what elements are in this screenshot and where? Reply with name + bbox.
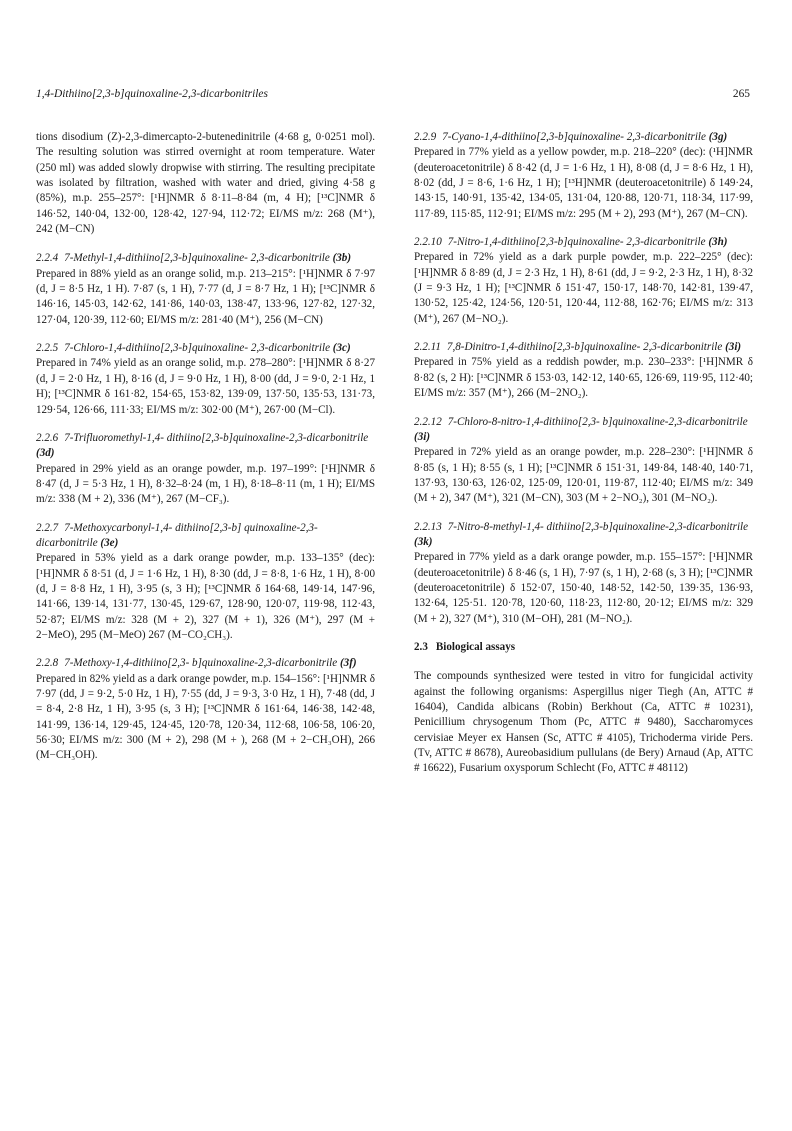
section-2-2-10	[414, 235, 753, 327]
right-column	[414, 130, 753, 777]
section-2-2-13	[414, 520, 753, 627]
section-body: Prepared in 77% yield as a dark orange powder, m.p. 155–157°: [¹H]NMR (deuteroacetonitrile) δ 8·46 (s, 1 H), 7·97 (s, 1 H), 2·68 (s, 3 H); [¹³C]NMR (deuteroacetonitrile) δ 152·07, 150·40, 148·52, 142·50, 139·35, 136·93, 132·64, 125·51. 120·78, 120·60, 118·23, 112·80, 20·12; EI/MS m/z: 329 (M + 2), 327 (M⁺), 310 (M−OH), 281 (M−NO₂).	[414, 551, 753, 625]
section-2-2-8	[36, 656, 375, 763]
section-2-3-heading: 2.3 Biological assays	[414, 640, 516, 653]
running-title: 1,4-Dithiino[2,3-b]quinoxaline-2,3-dicarbonitriles	[36, 88, 268, 100]
section-heading: 2.2.11 7,8-Dinitro-1,4-dithiino[2,3-b]quinoxaline- 2,3-dicarbonitrile (3i)	[414, 341, 742, 354]
section-heading: 2.2.9 7-Cyano-1,4-dithiino[2,3-b]quinoxaline- 2,3-dicarbonitrile (3g)	[414, 131, 728, 143]
section-body: Prepared in 74% yield as an orange solid, m.p. 278–280°: [¹H]NMR δ 8·27 (d, J = 2·0 Hz, 1 H), 8·16 (d, J = 9·0 Hz, 1 H), 8·00 (dd, J = 9·0, 2·1 Hz, 1 H); [¹³C]NMR δ 161·82, 154·65, 153·82, 139·09, 137·50, 135·53, 131·73, 129·54, 126·66, 111·33; EI/MS m/z: 302·00 (M⁺), 267·00 (M−Cl).	[36, 357, 375, 416]
section-body: Prepared in 88% yield as an orange solid, m.p. 213–215°: [¹H]NMR δ 7·97 (d, J = 8·5 Hz, 1 H). 7·87 (s, 1 H), 7·77 (d, J = 8·7 Hz, 1 H); [¹³C]NMR δ 146·16, 145·03, 142·62, 141·86, 140·03, 138·47, 133·96, 127·82, 127·32, 127·04, 120·39, 112·60; EI/MS m/z: 281·40 (M⁺), 256 (M−CN)	[36, 267, 375, 326]
section-2-2-12	[414, 415, 753, 507]
section-2-2-4	[36, 251, 375, 328]
left-column	[36, 130, 375, 777]
section-2-2-5	[36, 341, 375, 418]
section-heading: 2.2.4 7-Methyl-1,4-dithiino[2,3-b]quinoxaline- 2,3-dicarbonitrile (3b)	[36, 252, 352, 265]
section-body: Prepared in 82% yield as a dark orange powder, m.p. 154–156°: [¹H]NMR δ 7·97 (dd, J = 9·2, 5·0 Hz, 1 H), 7·55 (dd, J = 9·3, 3·0 Hz, 1 H), 7·48 (dd, J = 8·4, 2·8 Hz, 1 H), 3·95 (s, 3 H); [¹³C]NMR δ 161·64, 146·38, 142·48, 141·99, 136·14, 129·45, 124·45, 120·78, 120·34, 112·68, 106·58, 106·20, 56·30; EI/MS m/z: 300 (M + 2), 298 (M + ), 268 (M + 2−CH₃OH), 266 (M−CH₃OH).	[36, 672, 375, 762]
section-body: Prepared in 29% yield as an orange powder, m.p. 197–199°: [¹H]NMR δ 8·47 (d, J = 5·3 Hz, 1 H), 8·32–8·24 (m, 1 H), 8·18–8·11 (m, 1 H); EI/MS m/z: 338 (M + 2), 336 (M⁺), 267 (M−CF₃).	[36, 462, 375, 506]
section-body: Prepared in 53% yield as a dark orange powder, m.p. 133–135° (dec): [¹H]NMR δ 8·51 (d, J = 1·6 Hz, 1 H), 8·30 (dd, J = 8·8, 1·6 Hz, 1 H), 8·00 (d, J = 8·8 Hz, 1 H), 3·95 (s, 3 H); [¹³C]NMR δ 164·68, 149·14, 147·96, 141·66, 139·14, 131·77, 130·45, 129·67, 128·90, 120·07, 119·98, 112·43, 52·87; EI/MS m/z: 328 (M + 2), 327 (M + 1), 326 (M⁺), 297 (M + 2−MeO), 295 (M−MeO) 267 (M−CO₂CH₃).	[36, 552, 375, 641]
section-heading: 2.2.8 7-Methoxy-1,4-dithiino[2,3- b]quinoxaline-2,3-dicarbonitrile (3f)	[36, 657, 357, 670]
section-body: Prepared in 72% yield as a dark purple powder, m.p. 222–225° (dec): [¹H]NMR δ 8·89 (d, J = 2·3 Hz, 1 H), 8·61 (dd, J = 9·2, 2·3 Hz, 1 H), 8·32 (J = 9·3 Hz, 1 H); [¹³C]NMR δ 151·47, 150·17, 148·70, 142·81, 139·47, 130·52, 125·42, 124·56, 120·51, 120·44, 112·88, 162·76; EI/MS m/z: 313 (M⁺), 267 (M−NO₂).	[414, 251, 753, 325]
section-2-2-11	[414, 340, 753, 401]
running-header	[36, 88, 750, 100]
section-heading: 2.2.10 7-Nitro-1,4-dithiino[2,3-b]quinoxaline- 2,3-dicarbonitrile (3h)	[414, 236, 728, 249]
section-body: Prepared in 75% yield as a reddish powder, m.p. 230–233°: [¹H]NMR δ 8·82 (s, 2 H): [¹³C]NMR δ 153·03, 142·12, 140·65, 126·69, 119·95, 112·40; EI/MS m/z: 357 (M⁺), 266 (M−2NO₂).	[414, 356, 753, 400]
page-number: 265	[732, 88, 750, 100]
section-heading: 2.2.13 7-Nitro-8-methyl-1,4- dithiino[2,3-b]quinoxaline-2,3-dicarbonitrile (3k)	[414, 520, 749, 548]
section-body: Prepared in 72% yield as an orange powder, m.p. 228–230°: [¹H]NMR δ 8·85 (s, 1 H); 8·55 (s, 1 H); [¹³C]NMR δ 151·31, 149·84, 148·40, 140·71, 137·93, 130·63, 126·02, 125·09, 120·01, 119·87, 112·40; EI/MS m/z: 349 (M + 2), 347 (M⁺), 321 (M−CN), 303 (M + 2−NO₂), 301 (M−NO₂).	[414, 446, 753, 505]
intro-paragraph: tions disodium (Z)-2,3-dimercapto-2-butenedinitrile (4·68 g, 0·0251 mol). The resulting solution was stirred overnight at room temperature. Water (250 ml) was added slowly dropwise with stirring. The resulting precipitate was isolated by filtration, washed with water and dried, giving 4·58 g (85%), m.p. 255–257°: [¹H]NMR δ 8·11–8·84 (m, 4 H); [¹³C]NMR δ 146·52, 140·04, 132·00, 128·42, 127·94, 112·72; EI/MS m/z: 268 (M⁺), 242 (M−CN)	[36, 131, 375, 236]
section-heading: 2.2.6 7-Trifluoromethyl-1,4- dithiino[2,3-b]quinoxaline-2,3-dicarbonitrile (3d)	[36, 431, 369, 460]
section-body: Prepared in 77% yield as a yellow powder, m.p. 218–220° (dec): (¹H]NMR (deuteroacetonitrile) δ 8·42 (d, J = 1·6 Hz, 1 H), 8·08 (d, J = 8·6 Hz, 1 H), 8·02 (dd, J = 8·6, 1·6 Hz, 1 H); [¹³H]NMR (deuteroacetonitrile) δ 149·24, 143·15, 140·91, 135·42, 134·05, 131·04, 120·88, 120·71, 118·34, 117·99, 117·89, 115·85, 112·91; EI/MS m/z: 295 (M + 2), 293 (M⁺), 267 (M−CN).	[414, 146, 753, 220]
section-heading: 2.2.7 7-Methoxycarbonyl-1,4- dithiino[2,3-b] quinoxaline-2,3-dicarbonitrile (3e)	[36, 521, 318, 549]
biological-assays-body: The compounds synthesized were tested in vitro for fungicidal activity against the following organisms: Aspergillus niger Tiegh (An, ATTC # 16404), Candida albicans (Robin) Berkhout (Ca, ATTC # 10231), Penicillium chrysogenum Thom (Pc, ATTC # 9480), Saccharomyces cervisiae Meyer ex Hansen (Sc, ATTC # 4105), Trichoderma viride Pers. (Tv, ATTC # 8678), Aureobasidium pullulans (de Bery) Arnaud (Ap, ATTC # 16622), Fusarium oxysporum Schlecht (Fo, ATTC # 48112)	[414, 670, 753, 775]
section-heading: 2.2.12 7-Chloro-8-nitro-1,4-dithiino[2,3- b]quinoxaline-2,3-dicarbonitrile (3i)	[414, 415, 748, 443]
section-2-2-7	[36, 521, 375, 644]
section-2-2-6	[36, 431, 375, 508]
section-heading: 2.2.5 7-Chloro-1,4-dithiino[2,3-b]quinoxaline- 2,3-dicarbonitrile (3c)	[36, 342, 351, 355]
section-2-2-9	[414, 130, 753, 222]
